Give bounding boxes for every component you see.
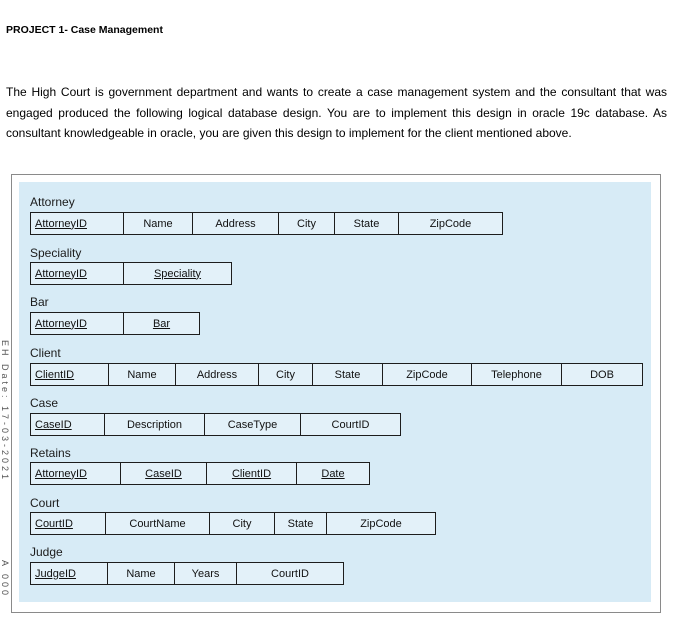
- field-zipcode: ZipCode: [429, 217, 472, 230]
- field-name: Name: [124, 213, 193, 234]
- field-telephone: Telephone: [472, 364, 562, 385]
- field-casetype: CaseType: [205, 414, 301, 435]
- field-attorneyid: AttorneyID: [31, 463, 121, 484]
- field-attorneyid: AttorneyID: [31, 263, 124, 284]
- field-name: Name: [108, 563, 175, 584]
- field-clientid: ClientID: [207, 463, 297, 484]
- entity-title-case: Case: [30, 396, 59, 410]
- entity-title-retains: Retains: [30, 446, 71, 460]
- entity-bar: [30, 312, 200, 335]
- entity-title-speciality: Speciality: [30, 246, 82, 260]
- field-date: Date: [321, 467, 345, 480]
- entity-speciality: [30, 262, 232, 285]
- entity-case: [30, 413, 401, 436]
- entity-retains: [30, 462, 370, 485]
- entity-title-judge: Judge: [30, 545, 63, 559]
- field-name: Name: [109, 364, 176, 385]
- field-zipcode: ZipCode: [360, 517, 402, 530]
- field-zipcode: ZipCode: [383, 364, 472, 385]
- field-address: Address: [193, 213, 279, 234]
- entity-court: [30, 512, 436, 535]
- field-courtid: CourtID: [31, 513, 106, 534]
- margin-text-lower: A 000: [0, 560, 10, 599]
- entity-attorney: [30, 212, 503, 235]
- field-bar: Bar: [152, 317, 171, 330]
- field-clientid: ClientID: [31, 364, 109, 385]
- field-city: City: [259, 364, 313, 385]
- field-courtname: CourtName: [106, 513, 210, 534]
- field-courtid: CourtID: [331, 418, 370, 431]
- field-city: City: [279, 213, 335, 234]
- field-dob: DOB: [590, 368, 614, 381]
- field-state: State: [275, 513, 327, 534]
- entity-title-attorney: Attorney: [30, 195, 75, 209]
- field-state: State: [335, 213, 399, 234]
- field-address: Address: [176, 364, 259, 385]
- entity-title-client: Client: [30, 346, 61, 360]
- field-description: Description: [105, 414, 205, 435]
- field-speciality: Speciality: [153, 267, 202, 280]
- field-city: City: [210, 513, 275, 534]
- intro-paragraph: The High Court is government department and wants to create a case management system and the consultant that was engaged produced the following logical database design. You are to implement this design in oracle 19c database. As consultant knowledgeable in oracle, you are given this design to implement for the client mentioned above.: [6, 85, 667, 140]
- field-caseid: CaseID: [121, 463, 207, 484]
- field-caseid: CaseID: [31, 414, 105, 435]
- entity-title-court: Court: [30, 496, 60, 510]
- entity-client: [30, 363, 643, 386]
- margin-text: EH Date: 17-03-2021: [0, 340, 10, 483]
- field-attorneyid: AttorneyID: [31, 213, 124, 234]
- entity-title-bar: Bar: [30, 295, 49, 309]
- schema-diagram: [19, 182, 651, 602]
- field-attorneyid: AttorneyID: [31, 313, 124, 334]
- page-title: PROJECT 1- Case Management: [6, 24, 163, 36]
- field-judgeid: JudgeID: [31, 563, 108, 584]
- field-years: Years: [175, 563, 237, 584]
- field-state: State: [313, 364, 383, 385]
- entity-judge: [30, 562, 344, 585]
- field-courtid: CourtID: [271, 567, 309, 580]
